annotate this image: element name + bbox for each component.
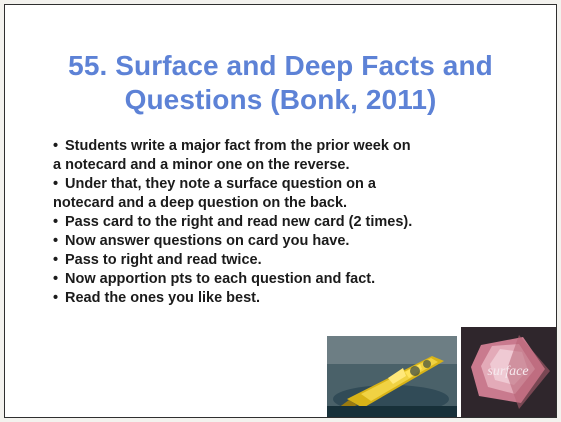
bullet-text-line: notecard and a deep question on the back. [53, 195, 348, 211]
bullet-item [53, 137, 543, 175]
bullet-text-line: Now answer questions on card you have. [65, 233, 350, 249]
bullet-item [53, 175, 543, 213]
submarine-photo-art [327, 336, 457, 418]
bullet-symbol: • [53, 214, 59, 230]
slide-title [17, 49, 544, 117]
submarine-photo-icon [327, 336, 457, 418]
bullet-text-line: Pass to right and read twice. [65, 252, 262, 268]
bullet-list [53, 137, 543, 308]
slide [4, 4, 557, 418]
bullet-symbol: • [53, 138, 59, 154]
bullet-text-line: Now apportion pts to each question and fact. [65, 271, 376, 287]
bullet-symbol: • [53, 271, 59, 287]
slide-title-line-2: Questions (Bonk, 2011) [124, 84, 437, 115]
bullet-text-line: Pass card to the right and read new card (2 times). [65, 214, 413, 230]
bullet-item [53, 270, 543, 289]
book-cover-art [461, 327, 557, 418]
bullet-text-line: a notecard and a minor one on the reverse. [53, 157, 350, 173]
slide-title-line-1: 55. Surface and Deep Facts and [68, 50, 493, 81]
bullet-item [53, 213, 543, 232]
bullet-item [53, 232, 543, 251]
bullet-item [53, 289, 543, 308]
book-cover-icon [461, 327, 557, 418]
book-cover-word: surface [487, 364, 529, 379]
bullet-item [53, 251, 543, 270]
bullet-text-line: Students write a major fact from the prior week on [65, 138, 411, 154]
bullet-symbol: • [53, 176, 59, 192]
bullet-symbol: • [53, 252, 59, 268]
bullet-text-line: Under that, they note a surface question on a [65, 176, 376, 192]
bullet-symbol: • [53, 290, 59, 306]
bullet-symbol: • [53, 233, 59, 249]
bullet-text-line: Read the ones you like best. [65, 290, 260, 306]
